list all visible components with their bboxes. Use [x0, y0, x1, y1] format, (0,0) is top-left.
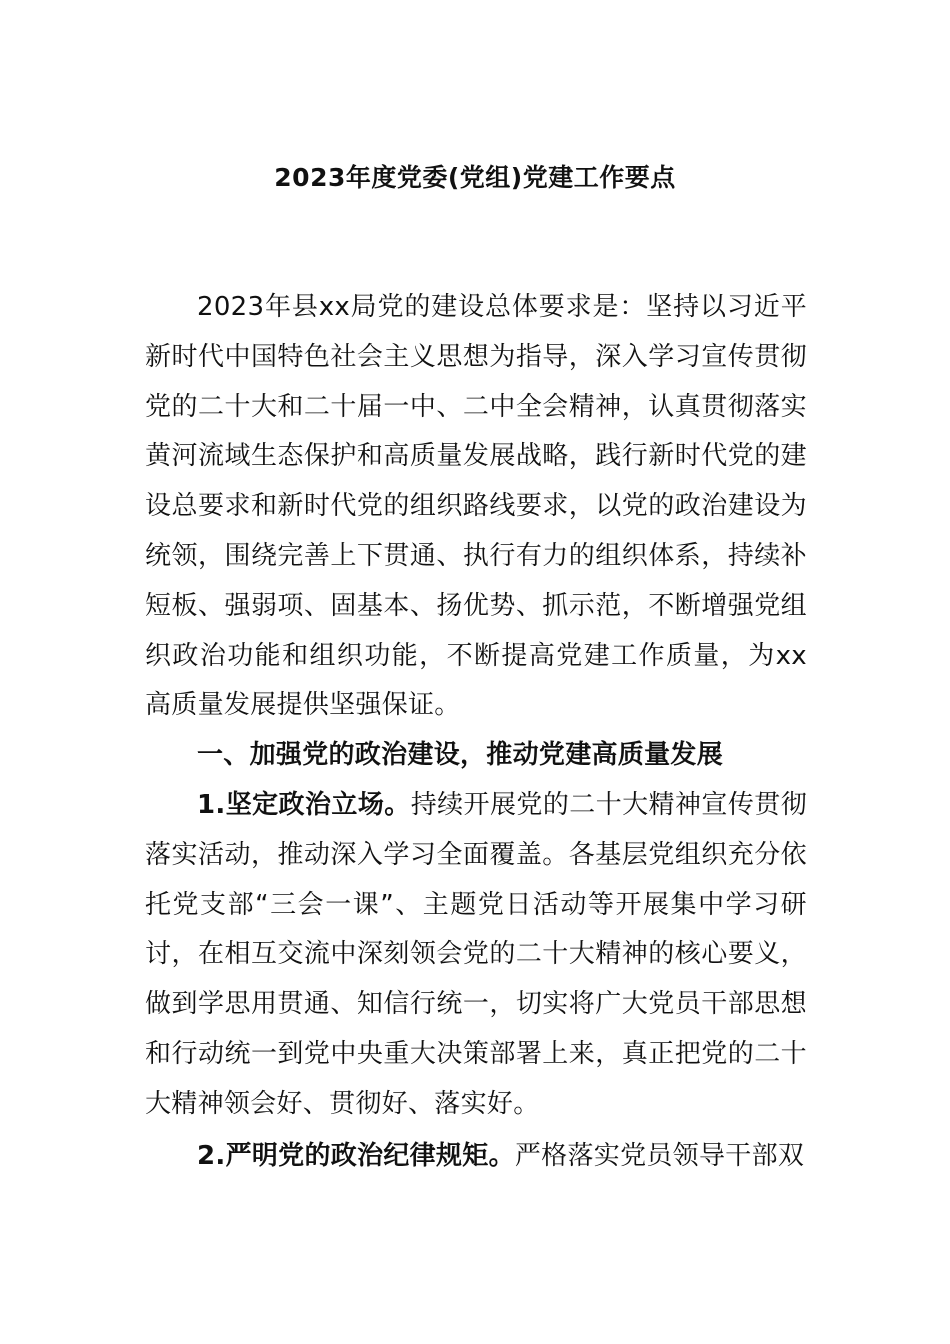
item-text-1: 持续开展党的二十大精神宣传贯彻落实活动，推动深入学习全面覆盖。各基层党组织充分依托党支部“三会一课”、主题党日活动等开展集中学习研讨，在相互交流中深刻领会党的二十大精神的核心要义，做到学思用贯通、知信行统一，切实将广大党员干部思想和行动统一到党中央重大决策部署上来，真正把党的二十大精神领会好、贯彻好、落实好。	[145, 789, 807, 1119]
item-lead-2: 2.严明党的政治纪律规矩。	[197, 1140, 515, 1171]
document-title: 2023年度党委(党组)党建工作要点	[274, 163, 676, 192]
item-lead-1: 1.坚定政治立场。	[197, 789, 411, 820]
section-heading: 一、加强党的政治建设，推动党建高质量发展	[197, 740, 724, 771]
document-body	[145, 283, 807, 1181]
item-paragraph-2	[145, 1132, 807, 1182]
item-text-2: 严格落实党员领导干部双	[514, 1140, 805, 1171]
intro-paragraph: 2023年县xx局党的建设总体要求是：坚持以习近平新时代中国特色社会主义思想为指导，深入学习宣传贯彻党的二十大和二十届一中、二中全会精神，认真贯彻落实黄河流域生态保护和高质量发展战略，践行新时代党的建设总要求和新时代党的组织路线要求，以党的政治建设为统领，围绕完善上下贯通、执行有力的组织体系，持续补短板、强弱项、固基本、扬优势、抓示范，不断增强党组织政治功能和组织功能，不断提高党建工作质量，为xx高质量发展提供坚强保证。	[145, 292, 807, 721]
item-paragraph-1	[145, 781, 807, 1130]
